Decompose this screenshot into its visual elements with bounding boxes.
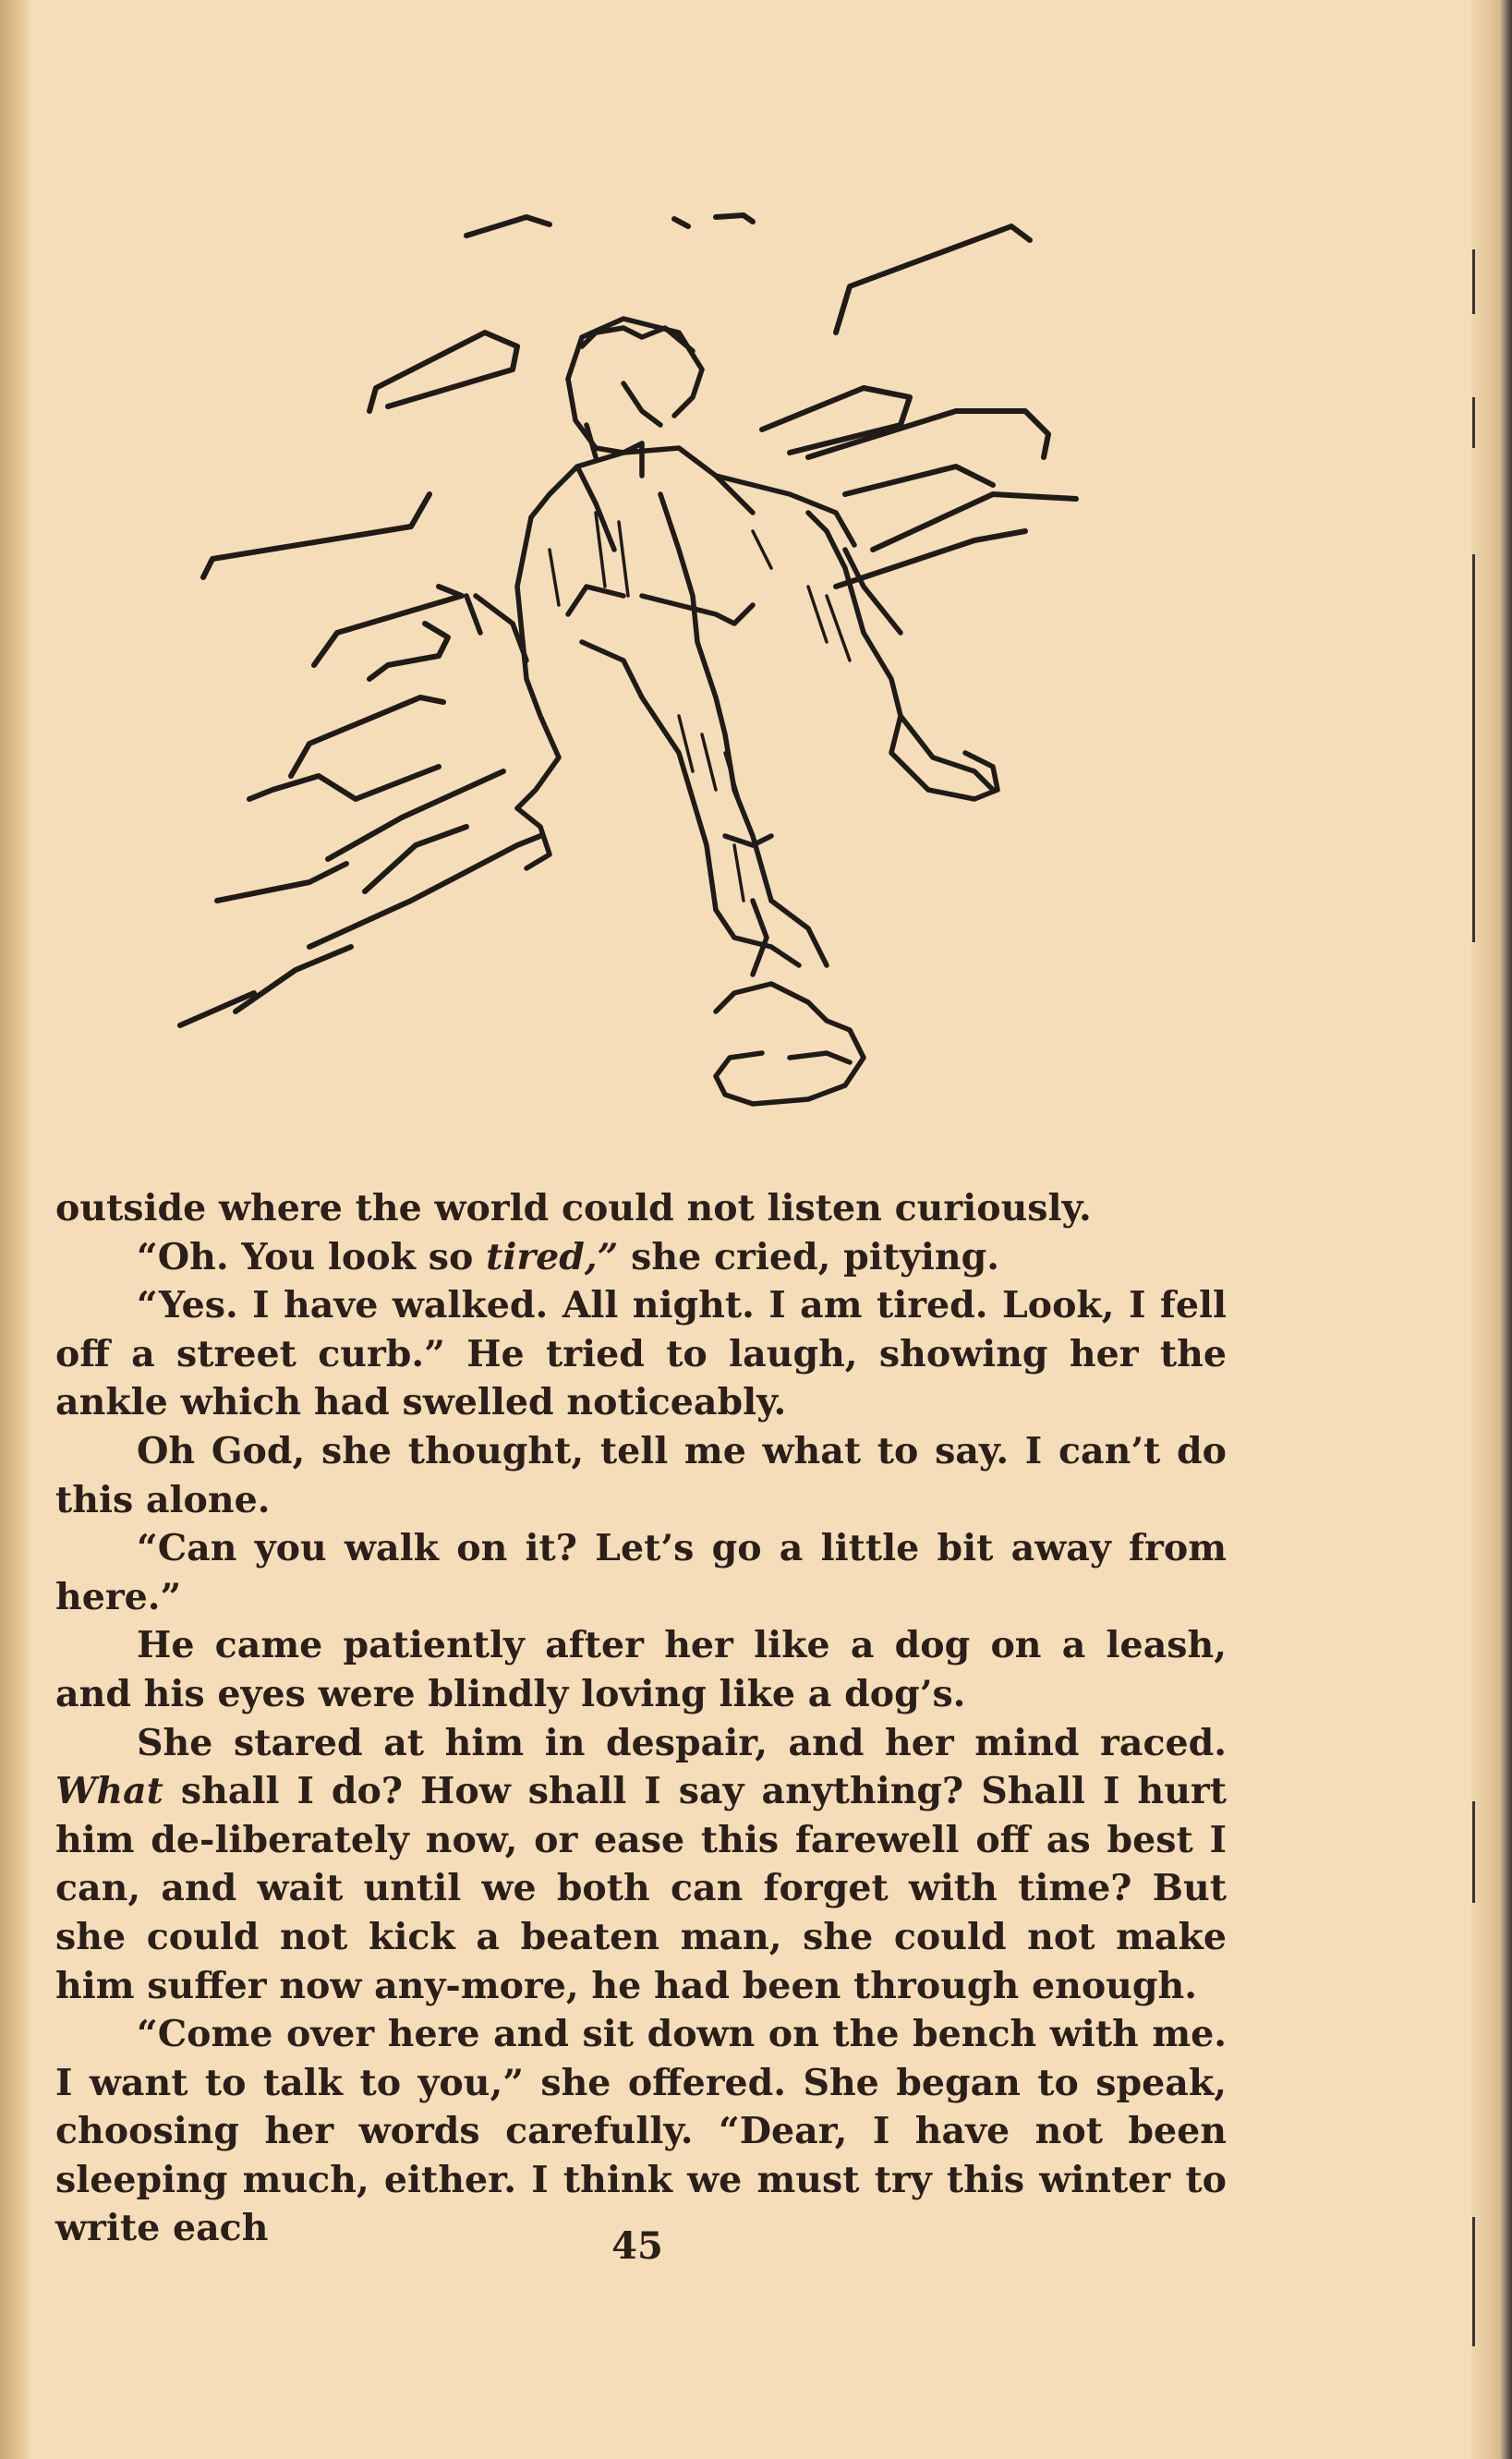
italic-emphasis: What [55, 1770, 163, 1813]
paragraph: “Come over here and sit down on the bench with me. I want to talk to you,” she offered. She began to speak, choosing her words carefully. “Dear, I have not been sleeping much, either. I think we must try this winter to write each [55, 2013, 1227, 2250]
brick-wall [180, 215, 1076, 1025]
page-edge-mark [1472, 249, 1475, 314]
paragraph: She stared at him in despair, and her mind raced. What shall I do? How shall I say anything? Shall I hurt him de-liberately now, or ease this farewell off as best I can, and wait until we both can forget with time? But she could not kick a beaten man, she could not make him suffer now any-more, he had been through enough. [55, 1721, 1227, 2007]
paragraph: outside where the world could not listen curiously. [55, 1187, 1092, 1230]
paragraph: “Yes. I have walked. All night. I am tired. Look, I fell off a street curb.” He tried to laugh, showing her the ankle which had swelled noticeably. [55, 1284, 1227, 1424]
page-edge-mark [1472, 1801, 1475, 1903]
paragraph: Oh God, she thought, tell me what to say. I can’t do this alone. [55, 1429, 1227, 1521]
paragraph: “Can you walk on it? Let’s go a little bit away from here.” [55, 1527, 1227, 1618]
shading-strokes [550, 513, 850, 901]
page-edge-mark [1472, 2217, 1475, 2346]
page-edge [1471, 0, 1512, 2459]
paragraph: He came patiently after her like a dog on a leash, and his eyes were blindly loving like a dog’s. [55, 1624, 1227, 1715]
page-edge-mark [1472, 554, 1475, 942]
man-figure [466, 319, 998, 1104]
page-edge-mark [1472, 397, 1475, 448]
page-body-text [55, 1184, 1227, 2253]
italic-emphasis: tired,” [486, 1235, 619, 1278]
man-leaning-on-wall-illustration [162, 199, 1090, 1155]
page-number: 45 [611, 2224, 663, 2268]
book-gutter [0, 0, 31, 2459]
paragraph: “Oh. You look so tired,” she cried, pitying. [137, 1235, 1000, 1278]
